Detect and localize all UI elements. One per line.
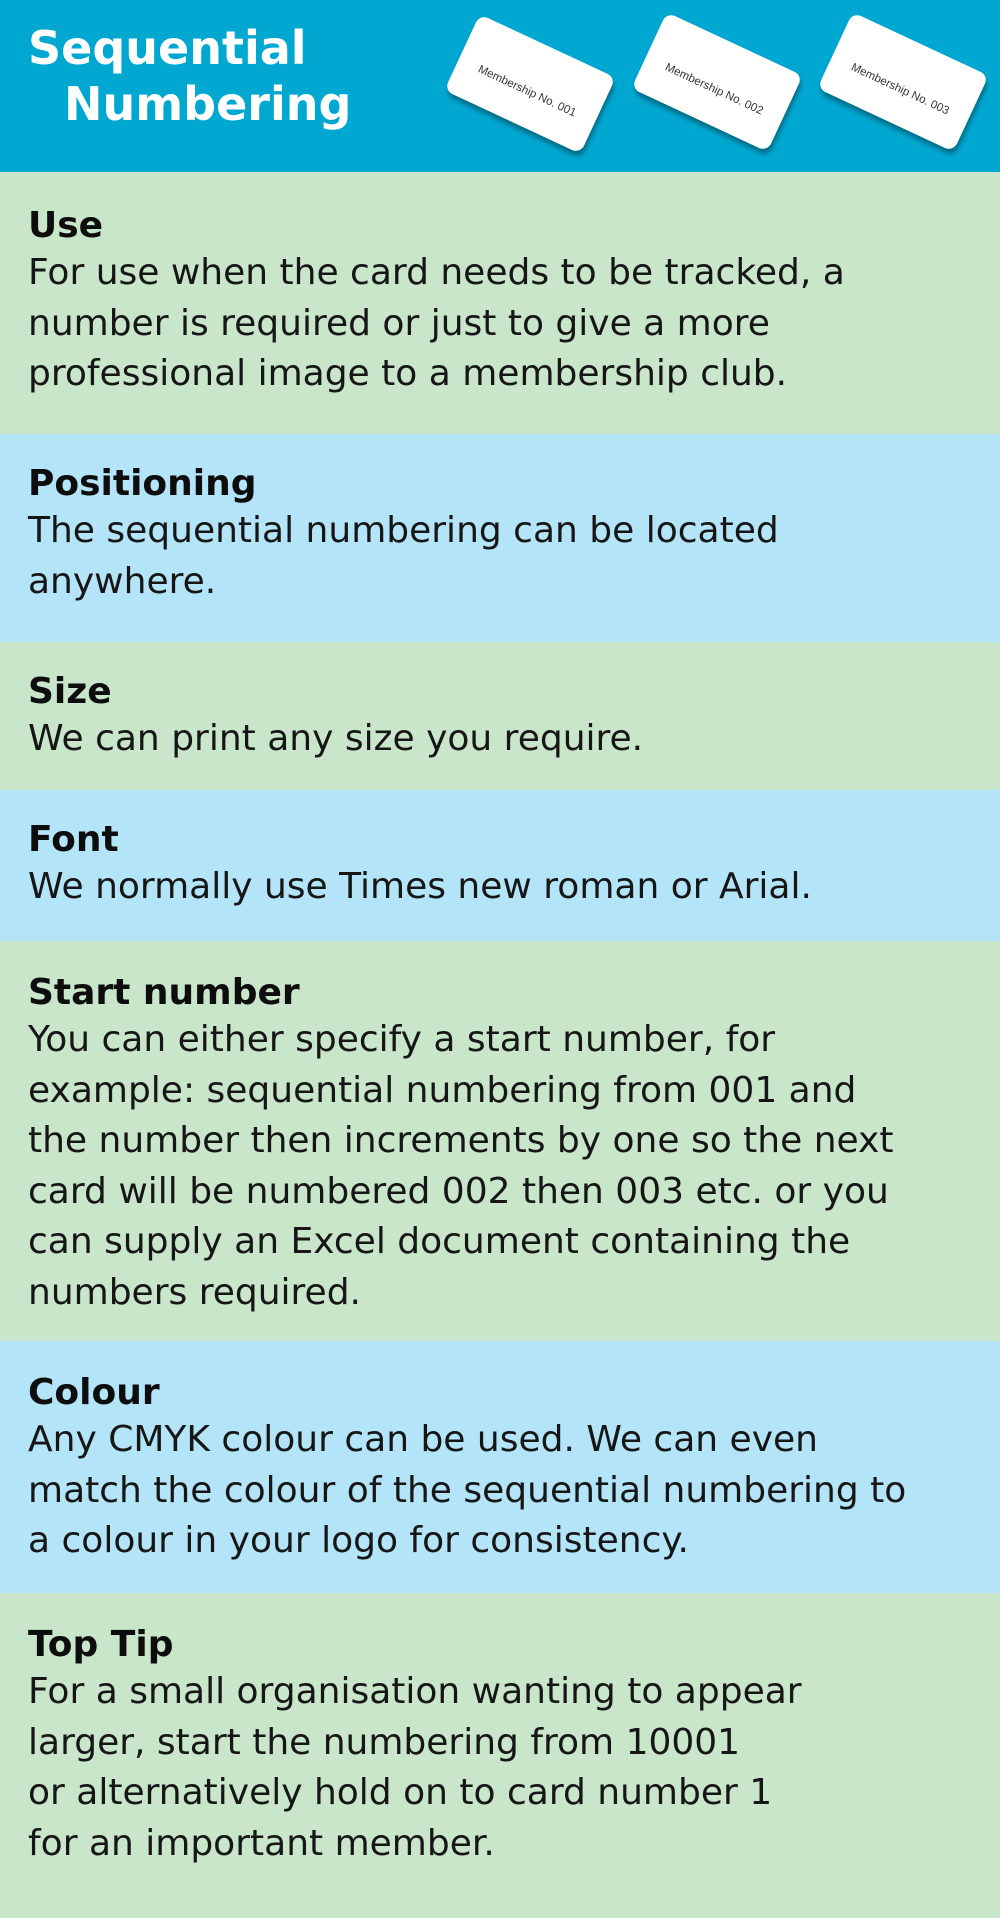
section-font-heading: Font: [28, 819, 119, 860]
membership-card-1-label: Membership No. 001: [476, 63, 578, 120]
membership-card-2: [631, 12, 802, 152]
section-colour-heading: Colour: [28, 1372, 160, 1413]
header-banner: [0, 0, 1000, 172]
membership-card-3: [817, 12, 988, 152]
section-positioning: [0, 434, 1000, 642]
section-positioning-body: The sequential numbering can be located anywhere.: [28, 510, 779, 602]
section-positioning-heading: Positioning: [28, 463, 257, 504]
section-top-tip: [0, 1593, 1000, 1918]
section-size-body: We can print any size you require.: [28, 718, 644, 759]
section-start-number-body: You can either specify a start number, for example: sequential numbering from 001 and the number then increments by one so the next card will be numbered 002 then 003 etc. or you can supply an Excel document containing the numbers required.: [28, 1019, 894, 1313]
section-use-body: For use when the card needs to be tracked, a number is required or just to give a more professional image to a membership club.: [28, 252, 845, 394]
membership-card-3-label: Membership No. 003: [849, 61, 951, 118]
membership-card-2-label: Membership No. 002: [663, 61, 765, 118]
page-title-line-1: Sequential: [28, 21, 307, 75]
section-use-heading: Use: [28, 205, 104, 246]
section-size: [0, 642, 1000, 790]
page-title-line-2: Numbering: [64, 77, 352, 131]
section-start-number: [0, 941, 1000, 1341]
page-title: [28, 20, 351, 132]
section-top-tip-heading: Top Tip: [28, 1624, 174, 1665]
section-font-body: We normally use Times new roman or Arial.: [28, 866, 812, 907]
section-size-heading: Size: [28, 671, 112, 712]
membership-card-1: [444, 14, 615, 154]
section-start-number-heading: Start number: [28, 972, 300, 1013]
section-font: [0, 790, 1000, 941]
section-top-tip-body: For a small organisation wanting to appear larger, start the numbering from 10001 or alternatively hold on to card number 1 for an important member.: [28, 1671, 802, 1864]
section-colour-body: Any CMYK colour can be used. We can even match the colour of the sequential numbering to a colour in your logo for consistency.: [28, 1419, 907, 1561]
section-use: [0, 172, 1000, 434]
section-colour: [0, 1341, 1000, 1593]
